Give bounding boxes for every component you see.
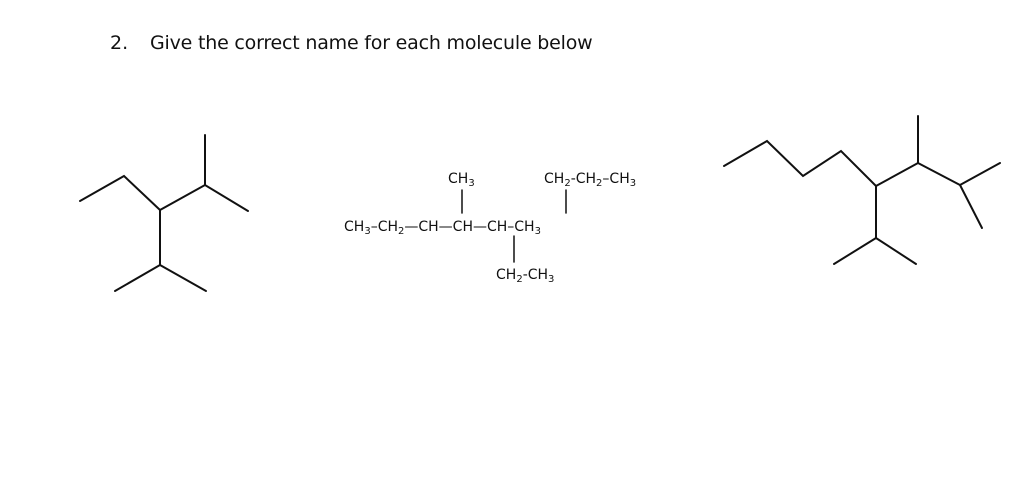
substituent-methyl-top: $CH_3$ bbox=[448, 171, 475, 189]
molecule-1-bond bbox=[160, 265, 206, 291]
molecule-1-bond bbox=[115, 265, 160, 291]
substituent-propyl-top: $CH_2-CH_2-CH_3$ bbox=[544, 171, 637, 189]
molecule-3-bond bbox=[724, 141, 1000, 186]
molecule-1-skeletal bbox=[80, 135, 248, 291]
main-chain-formula: $CH_3-CH_2—CH—CH—CH-CH_3$ bbox=[344, 219, 541, 237]
substituent-ethyl-bottom: $CH_2-CH_3$ bbox=[496, 267, 555, 285]
molecule-3-bond bbox=[876, 238, 916, 264]
question-number: 2. bbox=[110, 32, 129, 54]
molecule-1-bond bbox=[80, 176, 248, 211]
question-prompt: Give the correct name for each molecule below bbox=[150, 32, 593, 54]
molecule-2-condensed bbox=[344, 171, 636, 285]
molecule-3-bond bbox=[960, 185, 982, 228]
molecule-3-bond bbox=[834, 238, 876, 264]
molecule-3-skeletal bbox=[724, 116, 1000, 264]
